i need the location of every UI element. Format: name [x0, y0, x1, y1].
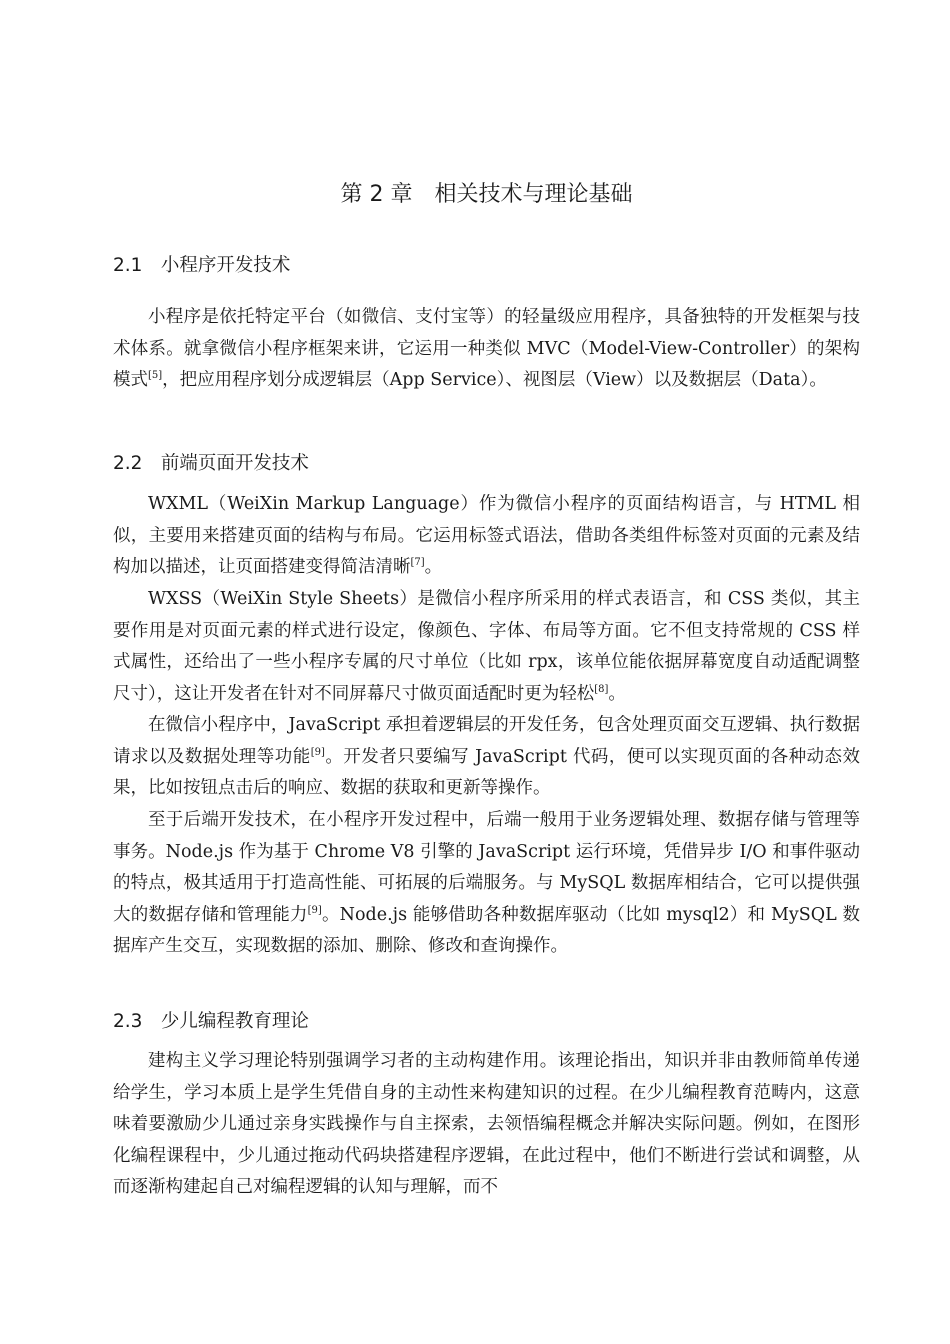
chapter-title: 第 2 章 相关技术与理论基础 [340, 182, 633, 207]
paragraph-text: 至于后端开发技术，在小程序开发过程中，后端一般用于业务逻辑处理、数据存储与管理等事务。Node.js 作为基于 Chrome V8 引擎的 JavaScript 运行环境，凭借异步 I/O 和事件驱动的特点，极其适用于打造高性能、可拓展的后端服务。与 MySQL 数据库相结合，它可以提供强大的数据存储和管理能力 [113, 810, 860, 925]
paragraph [113, 805, 860, 963]
paragraph-text: 。 [424, 557, 443, 577]
paragraph-text: 。Node.js 能够借助各种数据库驱动（比如 mysql2）和 MySQL 数据库产生交互，实现数据的添加、删除、修改和查询操作。 [113, 904, 860, 956]
paragraph-text: 建构主义学习理论特别强调学习者的主动构建作用。该理论指出，知识并非由教师简单传递给学生，学习本质上是学生凭借自身的主动性来构建知识的过程。在少儿编程教育范畴内，这意味着要激励少儿通过亲身实践操作与自主探索，去领悟编程概念并解决实际问题。例如，在图形化编程课程中，少儿通过拖动代码块搭建程序逻辑，在此过程中，他们不断进行尝试和调整，从而逐渐构建起自己对编程逻辑的认知与理解，而不 [113, 1051, 860, 1197]
paragraph [113, 489, 860, 584]
citation: [9] [310, 746, 325, 758]
paragraph [113, 302, 860, 397]
paragraph [113, 710, 860, 805]
paragraph-text: WXML（WeiXin Markup Language）作为微信小程序的页面结构语言，与 HTML 相似，主要用来搭建页面的结构与布局。它运用标签式语法，借助各类组件标签对页面的元素及结构加以描述，让页面搭建变得简洁清晰 [113, 494, 860, 577]
citation: [5] [148, 370, 163, 382]
citation: [7] [410, 557, 425, 569]
paragraph [113, 1046, 860, 1204]
citation: [8] [594, 683, 609, 695]
paragraph-text: 。 [608, 683, 626, 704]
citation: [9] [307, 904, 322, 916]
section-heading-2-3: 2.3 少儿编程教育理论 [113, 1011, 309, 1032]
section-heading-2-1: 2.1 小程序开发技术 [113, 255, 291, 276]
paragraph-text: 。开发者只要编写 JavaScript 代码，便可以实现页面的各种动态效果，比如按钮点击后的响应、数据的获取和更新等操作。 [113, 746, 860, 798]
paragraph [113, 584, 860, 710]
section-heading-2-2: 2.2 前端页面开发技术 [113, 453, 309, 474]
paragraph-text: WXSS（WeiXin Style Sheets）是微信小程序所采用的样式表语言，和 CSS 类似，其主要作用是对页面元素的样式进行设定，像颜色、字体、布局等方面。它不但支持常规的 CSS 样式属性，还给出了一些小程序专属的尺寸单位（比如 rpx，该单位能依据屏幕宽度自动适配调整尺寸），这让开发者在针对不同屏幕尺寸做页面适配时更为轻松 [113, 589, 860, 704]
paragraph-text: ，把应用程序划分成逻辑层（App Service）、视图层（View）以及数据层（Data）。 [162, 370, 827, 390]
paragraph-text: 在微信小程序中，JavaScript 承担着逻辑层的开发任务，包含处理页面交互逻辑、执行数据请求以及数据处理等功能 [113, 715, 860, 767]
paragraph-text: 小程序是依托特定平台（如微信、支付宝等）的轻量级应用程序，具备独特的开发框架与技术体系。就拿微信小程序框架来讲，它运用一种类似 MVC（Model-View-Controller）的架构模式 [113, 307, 860, 390]
